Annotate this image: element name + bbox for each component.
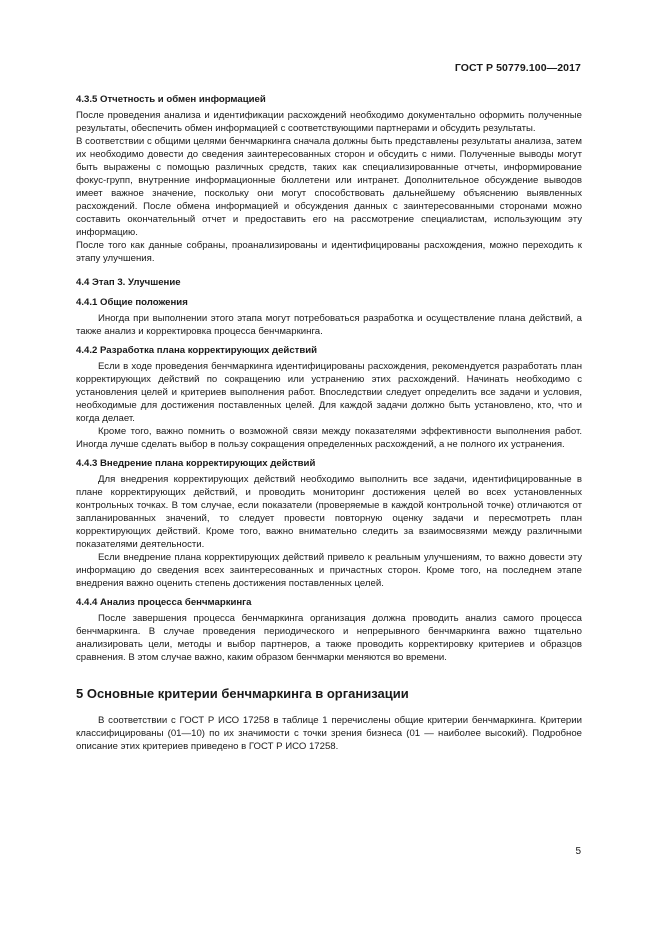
paragraph-text: В соответствии с общими целями бенчмаркинга сначала должны быть представлены результаты анализа, затем их необходимо довести до сведения заинтересованных сторон и обсудить с ними. Полученные выводы могут быть выражены с помощью различных средств, таких как специализированные отчеты, информирование фокус-групп, внутренние информационные бюллетени или интранет. Дополнительное обсуждение выводов имеет важное значение, поскольку они могут способствовать дальнейшему объяснению выявленных расхождений. После обмена информацией и обсуждения данных с заинтересованными сторонами можно составить окончательный отчет и предоставить его на рассмотрение специалистам, использующим эту информацию. <box>76 136 582 238</box>
paragraph-5-1 <box>76 714 582 753</box>
paragraph-4-4-2-1 <box>76 360 582 425</box>
paragraph-4-4-3-1 <box>76 473 582 551</box>
paragraph-text: Кроме того, важно помнить о возможной связи между показателями эффективности выполнения работ. Иногда лучше сделать выбор в пользу сокращения определенных расхождений, а не полного их устранения. <box>76 426 582 450</box>
paragraph-4-3-5-1 <box>76 109 582 135</box>
paragraph-text: После проведения анализа и идентификации расхождений необходимо документально оформить полученные результаты, обеспечить обмен информацией с соответствующими партнерами и обсудить результаты. <box>76 110 582 134</box>
paragraph-text: В соответствии с ГОСТ Р ИСО 17258 в таблице 1 перечислены общие критерии бенчмаркинга. Критерии классифицированы (01—10) по их значимости с точки зрения бизнеса (01 — наиболее высокий). Подробное описание этих критериев приведено в ГОСТ Р ИСО 17258. <box>76 715 582 752</box>
paragraph-text: Для внедрения корректирующих действий необходимо выполнить все задачи, идентифицированные в плане корректирующих действий, и проводить мониторинг достижения целей во всех установленных контрольных точках. В том случае, если показатели (проверяемые в каждой контрольной точке) отличаются от запланированных значений, то следует провести повторную оценку задачи и пересмотреть план корректирующих действий. Кроме того, важно внимательно следить за взаимосвязями между различными показателями деятельности. <box>76 474 582 550</box>
heading-4-4-3: 4.4.3 Внедрение плана корректирующих действий <box>76 458 316 469</box>
paragraph-4-3-5-2 <box>76 135 582 239</box>
paragraph-text: После завершения процесса бенчмаркинга организация должна проводить анализ самого процесса бенчмаркинга. В случае проведения периодического и непрерывного бенчмаркинга важно тщательно анализировать цели, методы и выбор партнеров, а также проводить корректировку критериев и образцов сравнения. В этом случае важно, каким образом бенчмарки меняются во времени. <box>76 613 582 663</box>
page-content <box>76 93 582 753</box>
paragraph-4-4-4-1 <box>76 612 582 664</box>
heading-4-4-2: 4.4.2 Разработка плана корректирующих действий <box>76 345 318 356</box>
page-number: 5 <box>575 846 581 857</box>
paragraph-text: Иногда при выполнении этого этапа могут потребоваться разработка и осуществление плана действий, а также анализ и корректировка процесса бенчмаркинга. <box>76 313 582 337</box>
paragraph-4-4-1-1 <box>76 312 582 338</box>
heading-4-4-4: 4.4.4 Анализ процесса бенчмаркинга <box>76 597 252 608</box>
paragraph-4-4-3-2 <box>76 551 582 590</box>
paragraph-text: Если внедрение плана корректирующих действий привело к реальным улучшениям, то важно довести эту информацию до сведения всех заинтересованных и причастных сторон. Кроме того, на последнем этапе внедрения важно оценить степень достижения поставленных целей. <box>76 552 582 589</box>
paragraph-4-4-2-2 <box>76 425 582 451</box>
paragraph-text: Если в ходе проведения бенчмаркинга идентифицированы расхождения, рекомендуется разработать план корректирующих действий по сокращению или устранению этих расхождений. Начинать необходимо с установления целей и критериев выполнения работ. Впоследствии следует определить все задачи и условия, необходимые для достижения поставленных целей. Для каждой задачи должно быть установлено, кто, что и когда делает. <box>76 361 582 424</box>
heading-section-5: 5 Основные критерии бенчмаркинга в организации <box>76 686 409 701</box>
paragraph-text: После того как данные собраны, проанализированы и идентифицированы расхождения, можно переходить к этапу улучшения. <box>76 240 582 264</box>
standard-number: ГОСТ Р 50779.100—2017 <box>454 62 581 74</box>
paragraph-4-3-5-3 <box>76 239 582 265</box>
heading-4-4: 4.4 Этап 3. Улучшение <box>76 277 181 288</box>
heading-4-3-5: 4.3.5 Отчетность и обмен информацией <box>76 94 266 105</box>
heading-4-4-1: 4.4.1 Общие положения <box>76 297 188 308</box>
